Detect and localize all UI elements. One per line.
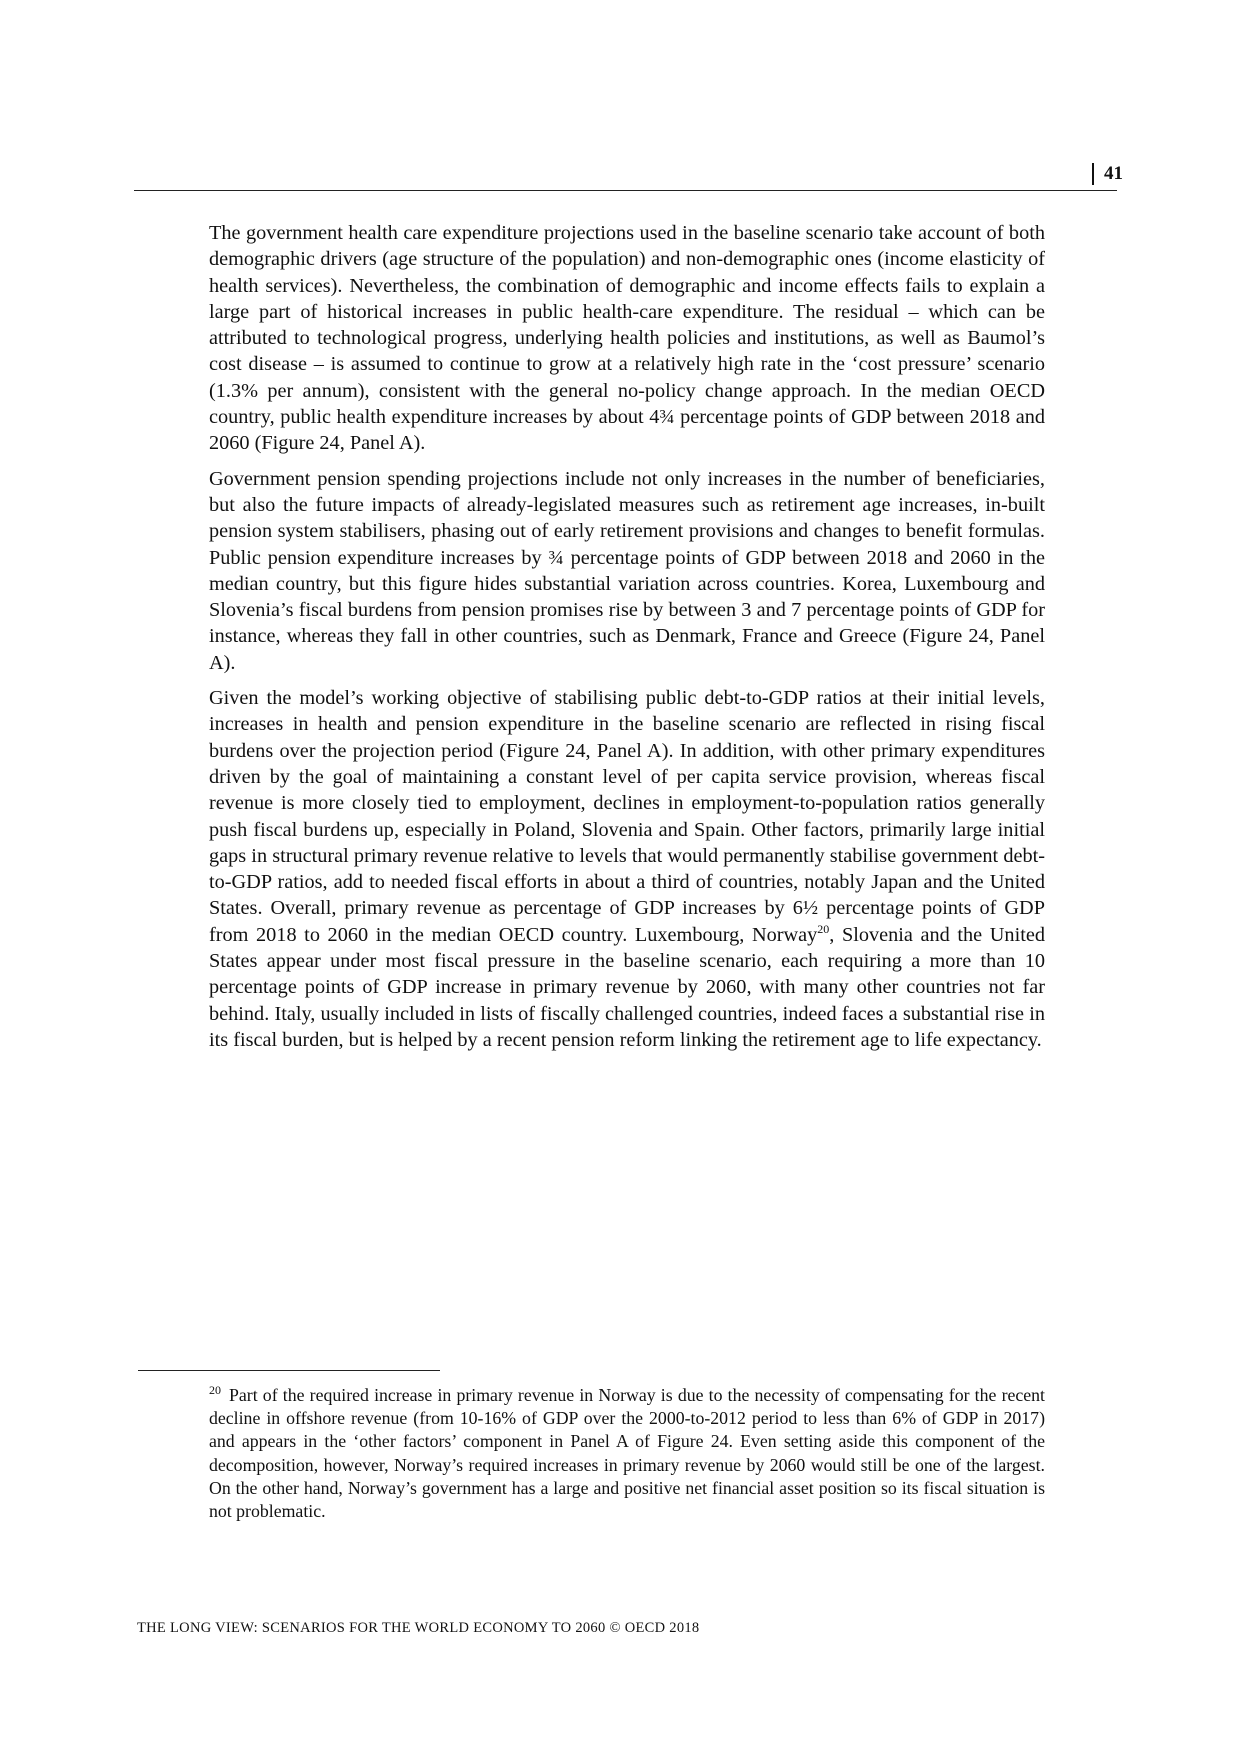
footnote-rule (138, 1370, 440, 1371)
body-text (209, 220, 1045, 1062)
footnote-number: 20 (209, 1383, 221, 1398)
paragraph-pension-spending: Government pension spending projections include not only increases in the number of beneficiaries, but also the future impacts of already-legislated measures such as retirement age increases, in-built pension system stabilisers, phasing out of early retirement provisions and changes to benefit formulas. Public pension expenditure increases by ¾ percentage points of GDP between 2018 and 2060 in the median country, but this figure hides substantial variation across countries. Korea, Luxembourg and Slovenia’s fiscal burdens from pension promises rise by between 3 and 7 percentage points of GDP for instance, whereas they fall in other countries, such as Denmark, France and Greece (Figure 24, Panel A). (209, 467, 1045, 674)
footnote-text: Part of the required increase in primary revenue in Norway is due to the necessity of compensating for the recent decline in offshore revenue (from 10-16% of GDP over the 2000-to-2012 period to less than 6% of GDP in 2017) and appears in the ‘other factors’ component in Panel A of Figure 24. Even setting aside this component of the decomposition, however, Norway’s required increases in primary revenue by 2060 would still be one of the largest. On the other hand, Norway’s government has a large and positive net financial asset position so its fiscal situation is not problematic. (209, 1385, 1045, 1522)
paragraph-health-expenditure: The government health care expenditure projections used in the baseline scenario take account of both demographic drivers (age structure of the population) and non-demographic ones (income elasticity of health services). Nevertheless, the combination of demographic and income effects fails to explain a large part of historical increases in public health-care expenditure. The residual – which can be attributed to technological progress, underlying health policies and institutions, as well as Baumol’s cost disease – is assumed to continue to grow at a relatively high rate in the ‘cost pressure’ scenario (1.3% per annum), consistent with the general no-policy change approach. In the median OECD country, public health expenditure increases by about 4¾ percentage points of GDP between 2018 and 2060 (Figure 24, Panel A). (209, 222, 1045, 455)
paragraph-fiscal-burdens-part1: Given the model’s working objective of stabilising public debt-to-GDP ratios at their initial levels, increases in health and pension expenditure in the baseline scenario are reflected in rising fiscal burdens over the projection period (Figure 24, Panel A). In addition, with other primary expenditures driven by the goal of maintaining a constant level of per capita service provision, whereas fiscal revenue is more closely tied to employment, declines in employment-to-population ratios generally push fiscal burdens up, especially in Poland, Slovenia and Spain. Other factors, primarily large initial gaps in structural primary revenue relative to levels that would permanently stabilise government debt-to-GDP ratios, add to needed fiscal efforts in about a third of countries, notably Japan and the United States. Overall, primary revenue as percentage of GDP increases by 6½ percentage points of GDP from 2018 to 2060 in the median OECD country. Luxembourg, Norway (209, 687, 1045, 946)
page-footer: THE LONG VIEW: SCENARIOS FOR THE WORLD ECONOMY TO 2060 © OECD 2018 (137, 1620, 700, 1636)
footnote (209, 1384, 1045, 1523)
header-rule (134, 190, 1117, 191)
paragraph-fiscal-burdens-part2: , Slovenia and the United States appear under most fiscal pressure in the baseline scenario, each requiring a more than 10 percentage points of GDP increase in primary revenue by 2060, with many other countries not far behind. Italy, usually included in lists of fiscally challenged countries, indeed faces a substantial rise in its fiscal burden, but is helped by a recent pension reform linking the retirement age to life expectancy. (209, 923, 1045, 1051)
paragraph-fiscal-burdens (209, 685, 1045, 1053)
page-number: 41 (1092, 163, 1123, 185)
footnote-reference[interactable]: 20 (817, 921, 830, 936)
